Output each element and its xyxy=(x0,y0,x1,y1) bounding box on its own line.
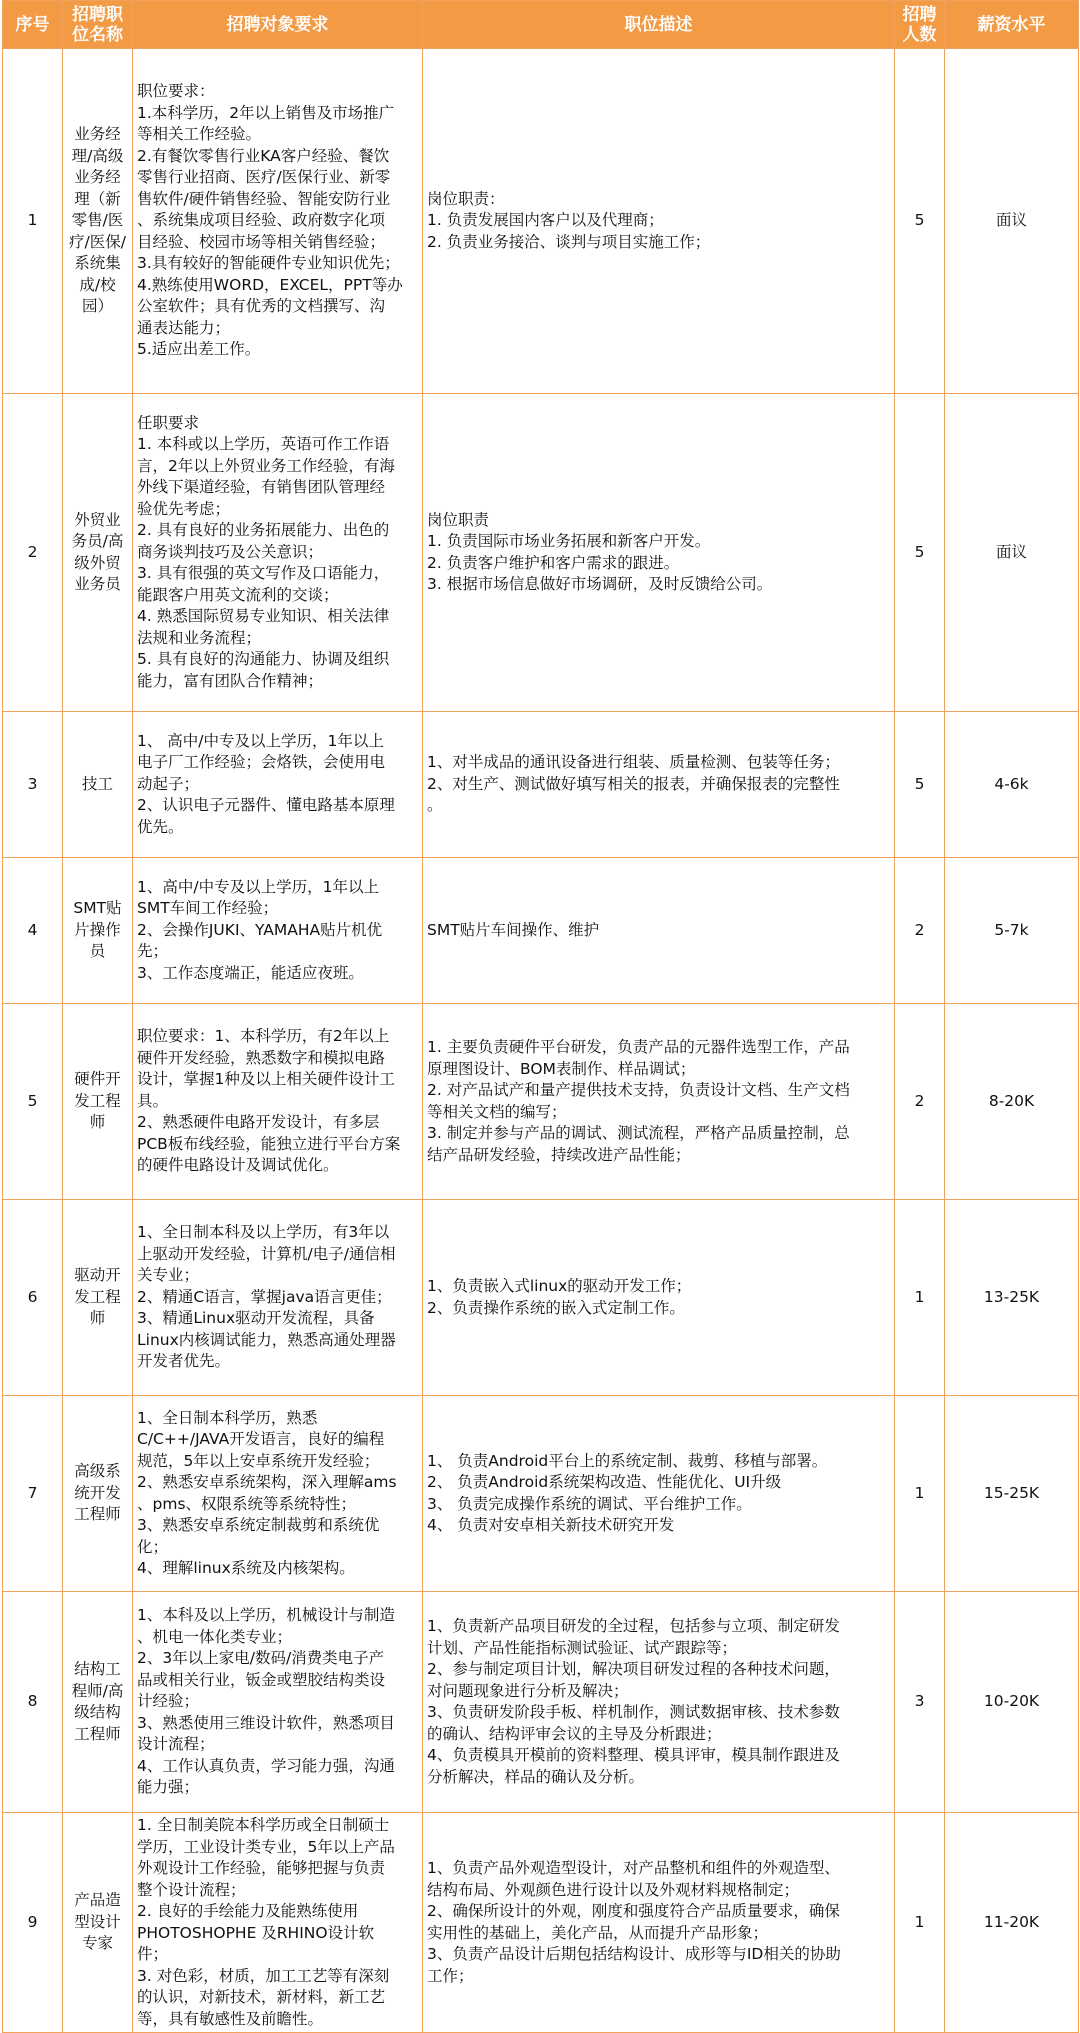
job-title: 高级系统开发工程师 xyxy=(63,1396,133,1592)
job-description-line: 2、对生产、测试做好填写相关的报表，并确保报表的完整性 xyxy=(427,774,840,793)
job-requirements-line: PHOTOSHOPHE 及RHINO设计软 xyxy=(137,1923,375,1942)
job-description-line: 原理图设计、BOM表制作、样品调试； xyxy=(427,1059,696,1078)
job-requirements-line: Linux内核调试能力，熟悉高通处理器 xyxy=(137,1330,396,1349)
job-requirements-line: 、系统集成项目经验、政府数字化项 xyxy=(137,211,386,230)
job-requirements-line: 目经验、校园市场等相关销售经验； xyxy=(137,232,386,251)
header-no: 序号 xyxy=(3,1,63,49)
header-requirements: 招聘对象要求 xyxy=(133,1,423,49)
job-requirements-line: 职位要求： xyxy=(137,82,215,101)
job-description-line: 结构布局、外观颜色进行设计以及外观材料规格制定； xyxy=(427,1880,800,1899)
job-description-line: 3. 根据市场信息做好市场调研，及时反馈给公司。 xyxy=(427,575,773,593)
job-description xyxy=(423,712,895,858)
job-requirements-line: 3.具有较好的智能硬件专业知识优先； xyxy=(137,254,400,273)
job-requirements-line: 售软件/硬件销售经验、智能安防行业 xyxy=(137,189,391,208)
job-requirements-line: 1、本科及以上学历，机械设计与制造 xyxy=(137,1606,395,1625)
table-row xyxy=(3,1200,1079,1396)
job-requirements-line: 1. 全日制美院本科学历或全日制硕士 xyxy=(137,1816,390,1834)
job-requirements-line: 化； xyxy=(137,1537,169,1556)
job-requirements-line: 任职要求 xyxy=(137,413,200,432)
job-requirements-line: 商务谈判技巧及公关意识； xyxy=(137,542,324,561)
job-description-line: 2. 负责业务接洽、谈判与项目实施工作； xyxy=(427,232,711,251)
job-description xyxy=(423,394,895,712)
job-requirements-line: 设计流程； xyxy=(137,1735,215,1754)
job-requirements-line: 品或相关行业，钣金或塑胶结构类设 xyxy=(137,1670,386,1689)
header-salary: 薪资水平 xyxy=(945,1,1079,49)
job-requirements-line: SMT车间工作经验； xyxy=(137,899,279,918)
job-requirements-line: 2、熟悉安卓系统架构，深入理解ams xyxy=(137,1473,397,1491)
job-requirements-line: 能跟客户用英文流利的交谈； xyxy=(137,585,339,604)
header-description: 职位描述 xyxy=(423,1,895,49)
job-requirements-line: 上驱动开发经验，计算机/电子/通信相 xyxy=(137,1244,396,1263)
table-row xyxy=(3,1592,1079,1813)
salary-level: 13-25K xyxy=(945,1200,1079,1396)
job-requirements-line: 计经验； xyxy=(137,1692,200,1711)
row-number: 6 xyxy=(3,1200,63,1396)
job-requirements-line: 2、精通C语言，掌握java语言更佳； xyxy=(137,1287,392,1306)
job-requirements-line: 4、工作认真负责，学习能力强，沟通 xyxy=(137,1756,395,1775)
job-description-line: 的确认、结构评审会议的主导及分析跟进； xyxy=(427,1724,722,1743)
job-requirements xyxy=(133,1396,423,1592)
headcount: 1 xyxy=(895,1200,945,1396)
job-description-line: 分析解决，样品的确认及分析。 xyxy=(427,1767,645,1786)
job-title: 产品造型设计专家 xyxy=(63,1813,133,2033)
job-requirements-line: 4. 熟悉国际贸易专业知识、相关法律 xyxy=(137,607,390,626)
job-title: 驱动开发工程师 xyxy=(63,1200,133,1396)
row-number: 8 xyxy=(3,1592,63,1813)
row-number: 3 xyxy=(3,712,63,858)
salary-level: 4-6k xyxy=(945,712,1079,858)
job-requirements-line: 先； xyxy=(137,942,169,961)
job-requirements-line: 开发者优先。 xyxy=(137,1352,231,1371)
job-requirements-line: 优先。 xyxy=(137,817,184,836)
row-number: 1 xyxy=(3,49,63,394)
job-description-line: 结产品研发经验，持续改进产品性能； xyxy=(427,1145,691,1164)
job-requirements-line: 4、理解linux系统及内核架构。 xyxy=(137,1559,355,1577)
job-requirements-line: 2. 具有良好的业务拓展能力、出色的 xyxy=(137,521,390,540)
job-requirements-line: 2. 良好的手绘能力及能熟练使用 xyxy=(137,1902,359,1920)
job-description-line: SMT贴片车间操作、维护 xyxy=(427,920,600,939)
job-requirements-line: 电子厂工作经验；会烙铁，会使用电 xyxy=(137,753,386,772)
headcount: 5 xyxy=(895,394,945,712)
headcount: 1 xyxy=(895,1396,945,1592)
job-requirements-line: 2、会操作JUKI、YAMAHA贴片机优 xyxy=(137,920,383,939)
job-requirements-line: 硬件开发经验，熟悉数字和模拟电路 xyxy=(137,1048,386,1067)
job-requirements-line: 件； xyxy=(137,1945,169,1963)
job-requirements xyxy=(133,712,423,858)
job-description-line: 1、负责产品外观造型设计，对产品整机和组件的外观造型、 xyxy=(427,1859,840,1877)
job-requirements-line: 1、全日制本科学历，熟悉 xyxy=(137,1408,318,1427)
headcount: 5 xyxy=(895,712,945,858)
job-description-line: 计划、产品性能指标测试验证、试产跟踪等； xyxy=(427,1638,738,1657)
job-description xyxy=(423,1592,895,1813)
job-title: 结构工程师/高级结构工程师 xyxy=(63,1592,133,1813)
table-row xyxy=(3,1813,1079,2033)
job-description-line: 工作； xyxy=(427,1966,474,1985)
job-description-line: 4、负责模具开模前的资料整理、模具评审，模具制作跟进及 xyxy=(427,1746,840,1764)
headcount: 1 xyxy=(895,1813,945,2033)
job-description-line: 2、确保所设计的外观，刚度和强度符合产品质量要求，确保 xyxy=(427,1902,840,1920)
job-description-line: 1、对半成品的通讯设备进行组装、质量检测、包装等任务； xyxy=(427,753,840,772)
job-requirements-line: 职位要求：1、本科学历，有2年以上 xyxy=(137,1027,390,1046)
salary-level: 5-7k xyxy=(945,858,1079,1004)
row-number: 5 xyxy=(3,1004,63,1200)
row-number: 2 xyxy=(3,394,63,712)
job-requirements-line: 1、全日制本科及以上学历，有3年以 xyxy=(137,1223,390,1242)
job-description xyxy=(423,1813,895,2033)
job-requirements-line: 3. 对色彩，材质，加工工艺等有深刻 xyxy=(137,1966,390,1985)
recruitment-table xyxy=(2,0,1079,2033)
job-description-line: 2. 对产品试产和量产提供技术支持，负责设计文档、生产文档 xyxy=(427,1081,850,1099)
job-requirements-line: 关专业； xyxy=(137,1266,200,1285)
job-requirements-line: 能力强； xyxy=(137,1778,200,1797)
table-row xyxy=(3,1004,1079,1200)
job-requirements-line: 学历，工业设计类专业，5年以上产品 xyxy=(137,1837,395,1856)
table-row xyxy=(3,1396,1079,1592)
job-title: 硬件开发工程师 xyxy=(63,1004,133,1200)
job-requirements-line: 外观设计工作经验，能够把握与负责 xyxy=(137,1859,386,1877)
job-requirements-line: PCB板布线经验，能独立进行平台方案 xyxy=(137,1134,401,1153)
job-requirements-line: 零售行业招商、医疗/医保行业、新零 xyxy=(137,168,391,187)
job-description-line: 3、负责产品设计后期包括结构设计、成形等与ID相关的协助 xyxy=(427,1945,841,1963)
job-description-line: 2、参与制定项目计划，解决项目研发过程的各种技术问题， xyxy=(427,1660,840,1678)
job-requirements-line: 的认识，对新技术，新材料，新工艺 xyxy=(137,1988,386,2006)
header-title: 招聘职位名称 xyxy=(63,1,133,49)
table-row xyxy=(3,712,1079,858)
job-requirements-line: 验优先考虑； xyxy=(137,499,231,518)
job-description-line: 对问题现象进行分析及解决； xyxy=(427,1681,629,1700)
table-row xyxy=(3,49,1079,394)
job-requirements-line: 5.适应出差工作。 xyxy=(137,340,261,359)
salary-level: 10-20K xyxy=(945,1592,1079,1813)
job-requirements-line: 1. 本科或以上学历，英语可作工作语 xyxy=(137,435,390,454)
job-description-line: 1、 负责Android平台上的系统定制、裁剪、移植与部署。 xyxy=(427,1451,828,1470)
job-requirements-line: 动起子； xyxy=(137,774,200,793)
job-description-line: 1、负责新产品项目研发的全过程，包括参与立项、制定研发 xyxy=(427,1617,840,1635)
job-requirements-line: 3、精通Linux驱动开发流程，具备 xyxy=(137,1309,375,1328)
job-requirements-line: 1、高中/中专及以上学历，1年以上 xyxy=(137,877,379,896)
table-row xyxy=(3,858,1079,1004)
job-requirements-line: 整个设计流程； xyxy=(137,1880,246,1899)
job-requirements-line: 能力，富有团队合作精神； xyxy=(137,671,324,690)
job-description-line: 实用性的基础上，美化产品，从而提升产品形象； xyxy=(427,1923,769,1942)
job-requirements xyxy=(133,1004,423,1200)
job-description-line: 3、负责研发阶段手板、样机制作，测试数据审核、技术参数 xyxy=(427,1703,840,1721)
job-requirements-line: 、pms、权限系统等系统特性； xyxy=(137,1494,357,1513)
job-description xyxy=(423,858,895,1004)
job-requirements xyxy=(133,394,423,712)
job-requirements-line: 3. 具有很强的英文写作及口语能力， xyxy=(137,564,390,583)
job-description-line: 1. 主要负责硬件平台研发，负责产品的元器件选型工作，产品 xyxy=(427,1038,850,1056)
job-description-line: 3. 制定并参与产品的调试、测试流程，严格产品质量控制，总 xyxy=(427,1124,850,1142)
job-description-line: 2、负责操作系统的嵌入式定制工作。 xyxy=(427,1298,685,1317)
job-requirements-line: 2.有餐饮零售行业KA客户经验、餐饮 xyxy=(137,146,390,165)
job-description-line: 1、负责嵌入式linux的驱动开发工作； xyxy=(427,1277,692,1295)
job-requirements-line: 2、3年以上家电/数码/消费类电子产 xyxy=(137,1649,385,1668)
header-row xyxy=(3,1,1079,49)
job-requirements-line: 法规和业务流程； xyxy=(137,628,262,647)
job-description-line: 。 xyxy=(427,796,443,815)
salary-level: 11-20K xyxy=(945,1813,1079,2033)
headcount: 5 xyxy=(895,49,945,394)
job-title: 外贸业务员/高级外贸业务员 xyxy=(63,394,133,712)
job-description-line: 2、 负责Android系统架构改造、性能优化、UI升级 xyxy=(427,1473,782,1491)
job-requirements-line: 3、熟悉安卓系统定制裁剪和系统优 xyxy=(137,1516,380,1534)
job-description xyxy=(423,1396,895,1592)
job-requirements xyxy=(133,1200,423,1396)
job-requirements-line: 等，具有敏感性及前瞻性。 xyxy=(137,2009,324,2028)
header-count: 招聘人数 xyxy=(895,1,945,49)
table-body xyxy=(3,49,1079,2033)
job-description-line: 等相关文档的编写； xyxy=(427,1102,567,1121)
headcount: 2 xyxy=(895,858,945,1004)
job-description-line: 岗位职责 xyxy=(427,510,490,529)
job-requirements-line: 言，2年以上外贸业务工作经验，有海 xyxy=(137,456,395,475)
job-requirements-line: 等相关工作经验。 xyxy=(137,125,262,144)
row-number: 9 xyxy=(3,1813,63,2033)
salary-level: 15-25K xyxy=(945,1396,1079,1592)
job-requirements xyxy=(133,1813,423,2033)
job-requirements-line: 2、熟悉硬件电路开发设计，有多层 xyxy=(137,1113,380,1132)
job-description-line: 4、 负责对安卓相关新技术研究开发 xyxy=(427,1516,675,1534)
job-description-line: 岗位职责： xyxy=(427,189,505,208)
job-title: 业务经理/高级业务经理（新零售/医疗/医保/系统集成/校园） xyxy=(63,49,133,394)
job-requirements-line: 4.熟练使用WORD，EXCEL，PPT等办 xyxy=(137,275,403,294)
job-requirements xyxy=(133,858,423,1004)
job-requirements-line: 通表达能力； xyxy=(137,318,231,337)
job-description xyxy=(423,1004,895,1200)
job-description-line: 3、 负责完成操作系统的调试、平台维护工作。 xyxy=(427,1494,752,1513)
job-requirements-line: 1.本科学历，2年以上销售及市场推广 xyxy=(137,103,395,122)
job-requirements xyxy=(133,1592,423,1813)
job-requirements-line: 公室软件；具有优秀的文档撰写、沟 xyxy=(137,297,386,316)
row-number: 4 xyxy=(3,858,63,1004)
job-requirements-line: 2、认识电子元器件、懂电路基本原理 xyxy=(137,796,395,815)
job-requirements-line: 1、 高中/中专及以上学历，1年以上 xyxy=(137,731,384,750)
job-description-line: 1. 负责国际市场业务拓展和新客户开发。 xyxy=(427,532,711,550)
table-row xyxy=(3,394,1079,712)
headcount: 3 xyxy=(895,1592,945,1813)
salary-level: 面议 xyxy=(945,394,1079,712)
job-title: 技工 xyxy=(63,712,133,858)
salary-level: 面议 xyxy=(945,49,1079,394)
row-number: 7 xyxy=(3,1396,63,1592)
job-title: SMT贴片操作员 xyxy=(63,858,133,1004)
job-requirements xyxy=(133,49,423,394)
job-requirements-line: C/C++/JAVA开发语言，良好的编程 xyxy=(137,1430,385,1448)
job-description-line: 2. 负责客户维护和客户需求的跟进。 xyxy=(427,553,680,572)
job-description xyxy=(423,49,895,394)
headcount: 2 xyxy=(895,1004,945,1200)
job-requirements-line: 3、工作态度端正，能适应夜班。 xyxy=(137,963,364,982)
job-requirements-line: 规范，5年以上安卓系统开发经验； xyxy=(137,1451,380,1470)
job-requirements-line: 5. 具有良好的沟通能力、协调及组织 xyxy=(137,650,390,669)
job-description xyxy=(423,1200,895,1396)
salary-level: 8-20K xyxy=(945,1004,1079,1200)
job-requirements-line: 具。 xyxy=(137,1091,169,1110)
job-requirements-line: 3、熟悉使用三维设计软件，熟悉项目 xyxy=(137,1713,395,1732)
job-requirements-line: 外线下渠道经验，有销售团队管理经 xyxy=(137,478,386,497)
job-requirements-line: 设计，掌握1种及以上相关硬件设计工 xyxy=(137,1070,395,1089)
job-description-line: 1. 负责发展国内客户以及代理商； xyxy=(427,211,664,230)
job-requirements-line: 的硬件电路设计及调试优化。 xyxy=(137,1156,339,1175)
job-requirements-line: 、机电一体化类专业； xyxy=(137,1627,293,1646)
